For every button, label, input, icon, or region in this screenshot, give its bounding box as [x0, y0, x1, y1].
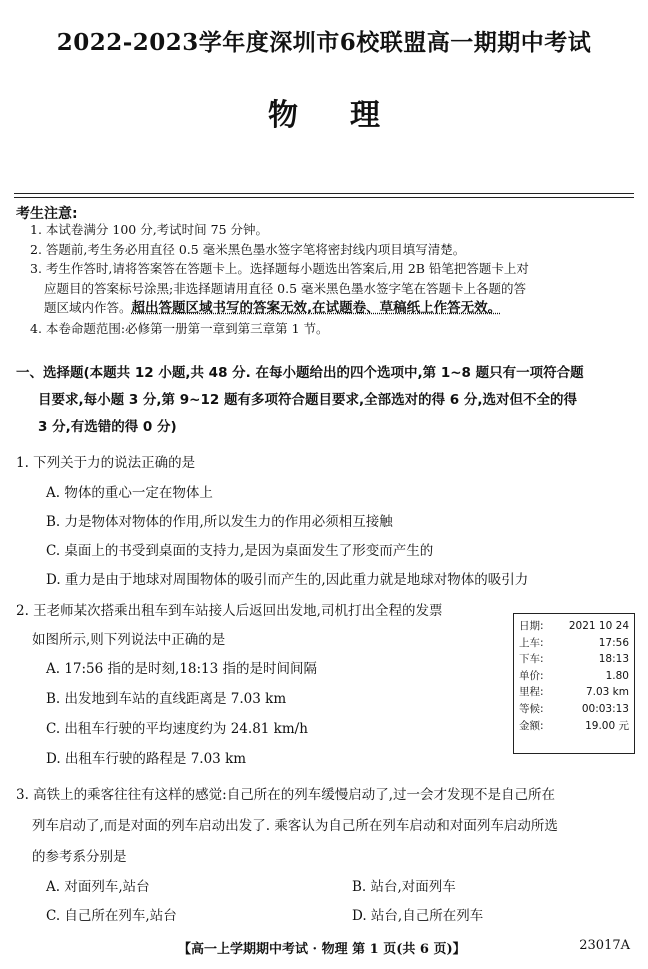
- notice-emphasis: 超出答题区域书写的答案无效,在试题卷、草稿纸上作答无效。: [131, 300, 502, 316]
- receipt-label: 金额:: [519, 719, 544, 732]
- section-heading-line: 目要求,每小题 3 分,第 9~12 题有多项符合题目要求,全部选对的得 6 分,选对但不全的得: [38, 392, 577, 408]
- taxi-receipt: [513, 613, 635, 754]
- receipt-value: 00:03:13: [581, 702, 629, 715]
- divider-line: [14, 197, 634, 198]
- receipt-label: 里程:: [519, 686, 544, 699]
- notice-item-row: [30, 298, 636, 319]
- notice-title: 考生注意:: [16, 206, 78, 222]
- receipt-label: 等候:: [519, 702, 544, 715]
- question-stem: 3. 高铁上的乘客往往有这样的感觉:自己所在的列车缓慢启动了,过一会才发现不是自己所在: [16, 787, 556, 803]
- receipt-row: [519, 618, 629, 635]
- section-heading-line: 3 分,有选错的得 0 分): [38, 419, 177, 435]
- footer-code: 23017A: [579, 938, 630, 953]
- option: C. 自己所在列车,站台: [46, 908, 177, 924]
- option: A. 17:56 指的是时刻,18:13 指的是时间间隔: [46, 661, 318, 677]
- receipt-value: 7.03 km: [585, 686, 629, 699]
- receipt-label: 日期:: [519, 620, 544, 632]
- option: D. 重力是由于地球对周围物体的吸引而产生的,因此重力就是地球对物体的吸引力: [46, 572, 529, 588]
- question-stem: 1. 下列关于力的说法正确的是: [16, 455, 196, 471]
- receipt-value: 19.00 元: [585, 719, 629, 732]
- receipt-value: 2021 10 24: [568, 620, 629, 632]
- notice-item: 1. 本试卷满分 100 分,考试时间 75 分钟。: [30, 222, 269, 237]
- option: D. 站台,自己所在列车: [352, 908, 484, 924]
- receipt-value: 1.80: [605, 669, 629, 682]
- option: B. 力是物体对物体的作用,所以发生力的作用必须相互接触: [46, 514, 393, 530]
- receipt-row: [519, 718, 629, 735]
- receipt-row: [519, 668, 629, 685]
- option: B. 出发地到车站的直线距离是 7.03 km: [46, 691, 287, 707]
- question-stem: 如图所示,则下列说法中正确的是: [32, 632, 226, 648]
- receipt-row: [519, 635, 629, 652]
- option: C. 出租车行驶的平均速度约为 24.81 km/h: [46, 721, 308, 737]
- receipt-label: 上车:: [519, 636, 544, 649]
- option: A. 对面列车,站台: [46, 879, 150, 895]
- receipt-value: 18:13: [598, 653, 629, 666]
- option: A. 物体的重心一定在物体上: [46, 485, 213, 501]
- subject-title: 物理: [268, 98, 432, 133]
- section-heading-line: 一、选择题(本题共 12 小题,共 48 分. 在每小题给出的四个选项中,第 1~8 题只有一项符合题: [16, 365, 584, 381]
- notice-list: [30, 220, 636, 338]
- section-heading: [16, 360, 638, 441]
- divider-line: [14, 193, 634, 194]
- option: C. 桌面上的书受到桌面的支持力,是因为桌面发生了形变而产生的: [46, 543, 434, 559]
- option: B. 站台,对面列车: [352, 879, 456, 895]
- receipt-label: 下车:: [519, 653, 544, 666]
- notice-item: 4. 本卷命题范围:必修第一册第一章到第三章第 1 节。: [30, 320, 329, 336]
- notice-item: 应题目的答案标号涂黑;非选择题请用直径 0.5 毫米黑色墨水签字笔在答题卡上各题的答: [44, 280, 527, 296]
- question-stem: 列车启动了,而是对面的列车启动出发了. 乘客认为自己所在列车启动和对面列车启动所选: [32, 818, 558, 834]
- receipt-label: 单价:: [519, 669, 544, 682]
- receipt-value: 17:56: [598, 636, 629, 649]
- question-stem: 的参考系分别是: [32, 849, 127, 865]
- notice-item: 题区域内作答。: [44, 300, 132, 315]
- receipt-row: [519, 701, 629, 718]
- receipt-row: [519, 684, 629, 701]
- option: D. 出租车行驶的路程是 7.03 km: [46, 751, 247, 767]
- question-stem: 2. 王老师某次搭乘出租车到车站接人后返回出发地,司机打出全程的发票: [16, 603, 443, 619]
- footer-page-info: 【高一上学期期中考试 · 物理 第 1 页(共 6 页)】: [178, 942, 466, 957]
- notice-item: 3. 考生作答时,请将答案答在答题卡上。选择题每小题选出答案后,用 2B 铅笔把答题卡上对: [30, 261, 529, 276]
- receipt-row: [519, 651, 629, 668]
- notice-item: 2. 答题前,考生务必用直径 0.5 毫米黑色墨水签字笔将密封线内项目填写清楚。: [30, 241, 466, 257]
- exam-title: 2022-2023学年度深圳市6校联盟高一期期中考试: [56, 29, 592, 56]
